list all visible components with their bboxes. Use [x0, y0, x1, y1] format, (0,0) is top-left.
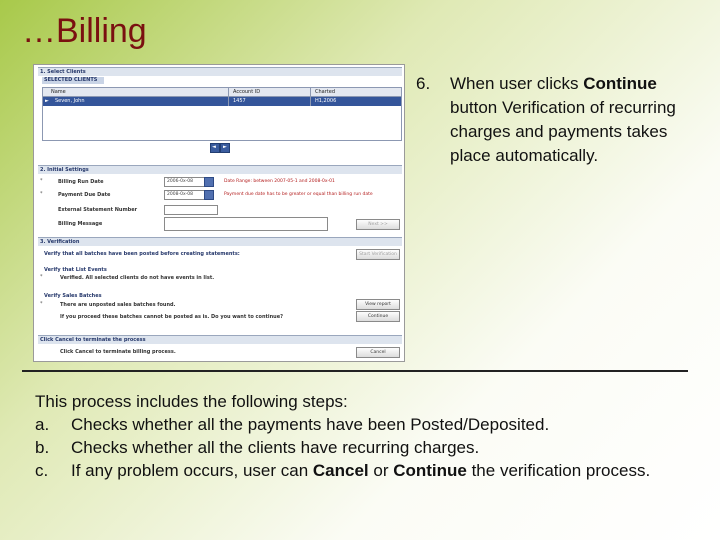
column-divider	[228, 88, 229, 106]
table-cell: 1457	[233, 98, 246, 104]
cancel-button[interactable]: Cancel	[356, 347, 400, 358]
cancel-instruction-text: Click Cancel to terminate billing process.	[60, 349, 176, 355]
required-marker: *	[40, 191, 43, 197]
divider-line	[22, 370, 688, 372]
process-steps	[35, 390, 705, 482]
callout-text-end: button Verification of recurring charges and payments takes place automatically.	[450, 98, 676, 165]
table-cell: H1,2006	[315, 98, 337, 104]
pager-next-button[interactable]	[220, 143, 230, 153]
table-header	[43, 88, 401, 97]
step-label: a.	[35, 415, 50, 434]
step-text: Checks whether all the clients have recurring charges.	[71, 438, 480, 457]
step-text-start: If any problem occurs, user can	[71, 461, 313, 480]
step-item	[35, 413, 705, 436]
selected-clients-label: SELECTED CLIENTS	[42, 77, 104, 84]
section-cancel-header: Click Cancel to terminate the process	[38, 335, 402, 344]
table-empty-area	[43, 107, 401, 140]
clients-table	[42, 87, 402, 141]
step-bold-cancel: Cancel	[312, 461, 369, 480]
verify-batches-heading: Verify that all batches have been posted before creating statements:	[44, 251, 240, 257]
start-verification-button[interactable]: Start Verification	[356, 249, 400, 260]
billing-message-label: Billing Message	[58, 221, 103, 227]
column-header: Charted	[315, 89, 335, 95]
step-label: c.	[35, 461, 49, 480]
column-header: Account ID	[233, 89, 261, 95]
step-text-mid: or	[368, 461, 394, 480]
verify-list-events-heading: Verify that List Events	[44, 267, 107, 273]
date-range-note: Date Range: between 2007-05-1 and 2008-0x-01	[224, 179, 335, 184]
external-statement-label: External Statement Number	[58, 207, 138, 213]
callout-text	[450, 72, 706, 168]
step-6-callout	[416, 72, 706, 168]
continue-question-text: If you proceed these batches cannot be posted as is. Do you want to continue?	[60, 314, 284, 320]
payment-due-date-label: Payment Due Date	[58, 192, 111, 198]
section-initial-settings-header: 2. Initial Settings	[38, 165, 402, 174]
list-events-result: Verified. All selected clients do not have events in list.	[60, 275, 215, 281]
section-verification-header: 3. Verification	[38, 237, 402, 246]
step-item	[35, 459, 705, 482]
external-statement-input[interactable]	[164, 205, 218, 215]
step-text: Checks whether all the payments have been Posted/Deposited.	[71, 415, 550, 434]
view-report-button[interactable]: View report	[356, 299, 400, 310]
right-arrow-icon: ►	[223, 144, 227, 150]
payment-due-note: Payment due date has to be greater or equal than billing run date	[224, 192, 373, 197]
table-cell: Seven, John	[55, 98, 85, 104]
calendar-dropdown-button[interactable]	[204, 177, 214, 187]
step-label: b.	[35, 438, 50, 457]
callout-number: 6.	[416, 74, 431, 93]
calendar-dropdown-button[interactable]	[204, 190, 214, 200]
callout-text-start: When user clicks	[450, 74, 584, 93]
callout-bold-continue: Continue	[583, 74, 657, 93]
row-pointer-icon: ►	[45, 98, 49, 104]
step-item	[35, 436, 705, 459]
left-arrow-icon: ◄	[212, 144, 216, 150]
table-row[interactable]	[43, 97, 401, 106]
column-divider	[310, 88, 311, 106]
billing-run-date-input[interactable]: 2006-0x-08	[164, 177, 206, 187]
check-marker: *	[40, 274, 43, 280]
continue-button[interactable]: Continue	[356, 311, 400, 322]
billing-message-input[interactable]	[164, 217, 328, 231]
slide-title: …Billing	[22, 12, 147, 50]
check-marker: *	[40, 301, 43, 307]
column-header: Name	[51, 89, 66, 95]
unposted-batches-text: There are unposted sales batches found.	[60, 302, 176, 308]
billing-screenshot	[33, 64, 405, 362]
next-button[interactable]: Next >>	[356, 219, 400, 230]
required-marker: *	[40, 178, 43, 184]
steps-intro: This process includes the following steps:	[35, 392, 348, 411]
billing-run-date-label: Billing Run Date	[58, 179, 104, 185]
payment-due-date-input[interactable]: 2008-0x-08	[164, 190, 206, 200]
pager-prev-button[interactable]	[210, 143, 220, 153]
section-select-clients-header: 1. Select Clients	[38, 67, 402, 76]
step-bold-continue: Continue	[393, 461, 467, 480]
verify-sales-batches-heading: Verify Sales Batches	[44, 293, 102, 299]
step-text-end: the verification process.	[466, 461, 651, 480]
